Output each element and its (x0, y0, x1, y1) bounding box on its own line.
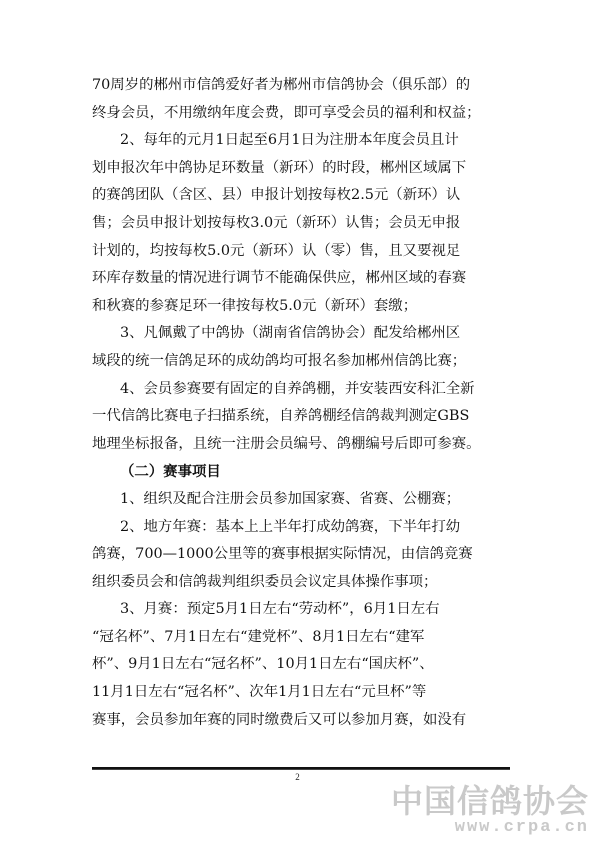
text-line: 11月1日左右“冠名杯”、次年1月1日左右“元旦杯”等 (92, 684, 427, 701)
text-line: 和秋赛的参赛足环一律按每枚5.0元（新环）套缴； (92, 297, 418, 314)
text-line: “冠名杯”、7月1日左右“建党杯”、8月1日左右“建军 (92, 628, 425, 645)
text-line: 划申报次年中鸽协足环数量（新环）的时段，郴州区域属下 (92, 159, 467, 176)
text-line: 70周岁的郴州市信鸽爱好者为郴州市信鸽协会（俱乐部）的 (92, 77, 471, 93)
text-line: 域段的统一信鸽足环的成幼鸽均可报名参加郴州信鸽比赛； (92, 352, 467, 369)
text-line: 赛事，会员参加年赛的同时缴费后又可以参加月赛，如没有 (92, 711, 467, 728)
text-line: 一代信鸽比赛电子扫描系统，自养鸽棚经信鸽裁判测定GBS (92, 408, 470, 425)
watermark (391, 784, 589, 838)
text-line: 3、凡佩戴了中鸽协（湖南省信鸽协会）配发给郴州区 (120, 325, 461, 342)
page-number: 2 (295, 772, 300, 782)
watermark-url: www.crpa.cn (454, 818, 589, 837)
text-line: 4、会员参赛要有固定的自养鸽棚，并安装西安科汇全新 (120, 380, 475, 397)
text-line: 3、月赛：预定5月1日左右“劳动杯”，6月1日左右 (120, 601, 440, 618)
text-line: 2、地方年赛：基本上上半年打成幼鸽赛，下半年打幼 (120, 518, 461, 535)
text-line: 环库存数量的情况进行调节不能确保供应，郴州区域的春赛 (92, 270, 467, 287)
text-line: 计划的，均按每枚5.0元（新环）认（零）售，且又要视足 (92, 242, 461, 259)
footer-divider (92, 767, 510, 770)
text-line: 杯”、9月1日左右“冠名杯”、10月1日左右“国庆杯”、 (92, 656, 434, 673)
text-line: 鸽赛，700—1000公里等的赛事根据实际情况，由信鸽竞赛 (92, 546, 473, 563)
text-line: 1、组织及配合注册会员参加国家赛、省赛、公棚赛； (120, 490, 461, 507)
text-line: 售；会员申报计划按每枚3.0元（新环）认售；会员无申报 (92, 214, 461, 231)
text-line: 地理坐标报备，且统一注册会员编号、鸽棚编号后即可参赛。 (92, 435, 481, 452)
text-line: 2、每年的元月1日起至6月1日为注册本年度会员且计 (120, 132, 459, 149)
section-heading: （二）赛事项目 (120, 463, 221, 481)
text-line: 终身会员，不用缴纳年度会费，即可享受会员的福利和权益； (92, 104, 481, 121)
text-line: 的赛鸽团队（含区、县）申报计划按每枚2.5元（新环）认 (92, 187, 461, 204)
watermark-org-name: 中国信鸽协会 (390, 782, 589, 820)
text-line: 组织委员会和信鸽裁判组织委员会议定具体操作事项； (92, 573, 438, 590)
document-body (92, 72, 512, 734)
